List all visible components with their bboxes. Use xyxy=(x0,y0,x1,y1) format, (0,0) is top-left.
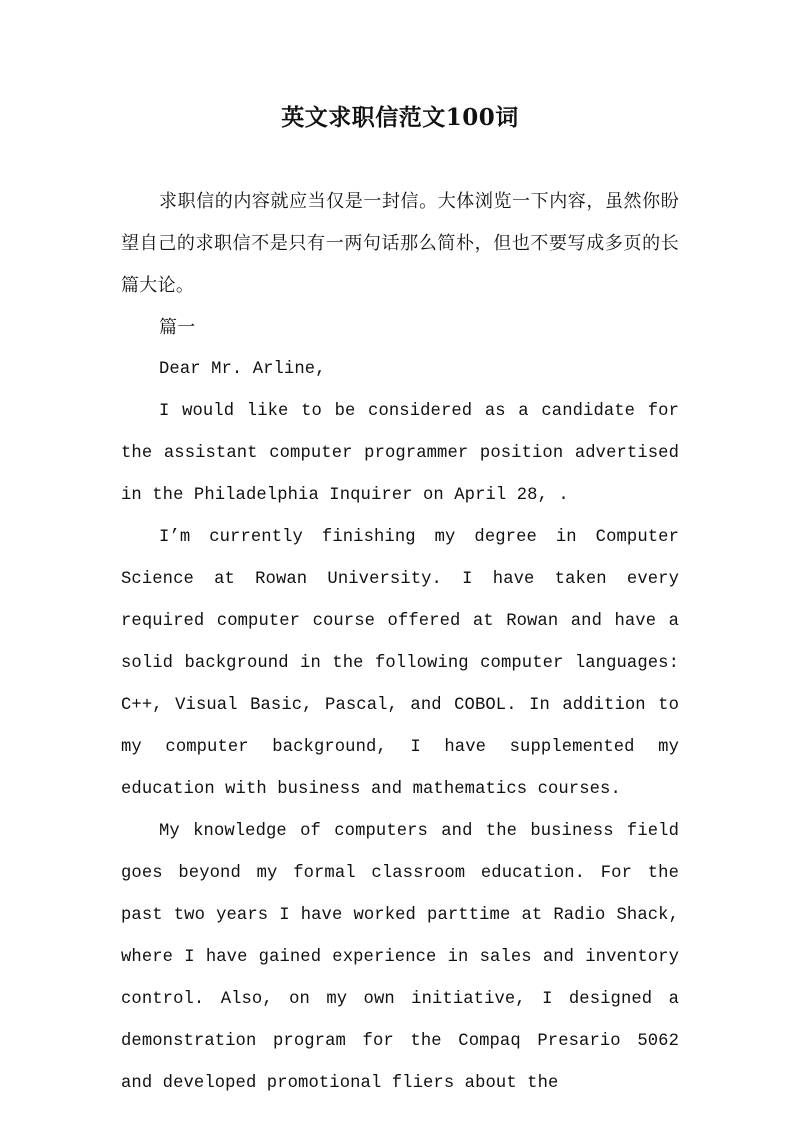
intro-paragraph: 求职信的内容就应当仅是一封信。大体浏览一下内容，虽然你盼望自己的求职信不是只有一两句话那么简朴，但也不要写成多页的长篇大论。 xyxy=(121,191,679,296)
letter-paragraph: I’m currently finishing my degree in Computer Science at Rowan University. I have taken every required computer course offered at Rowan and have a solid background in the following computer languages: C++, Visual Basic, Pascal, and COBOL. In addition to my computer background, I have supplemented my education with business and mathematics courses. xyxy=(121,528,679,799)
letter-salutation: Dear Mr. Arline, xyxy=(159,360,326,379)
document-body xyxy=(121,181,679,1105)
section-label: 篇一 xyxy=(159,317,196,338)
letter-paragraph: My knowledge of computers and the business field goes beyond my formal classroom education. For the past two years I have worked parttime at Radio Shack, where I have gained experience in sales and inventory control. Also, on my own initiative, I designed a demonstration program for the Compaq Presario 5062 and developed promotional fliers about the xyxy=(121,822,679,1093)
document-title: 英文求职信范文100词 xyxy=(281,104,519,131)
letter-paragraph: I would like to be considered as a candidate for the assistant computer programmer position advertised in the Philadelphia Inquirer on April 28, . xyxy=(121,402,679,505)
